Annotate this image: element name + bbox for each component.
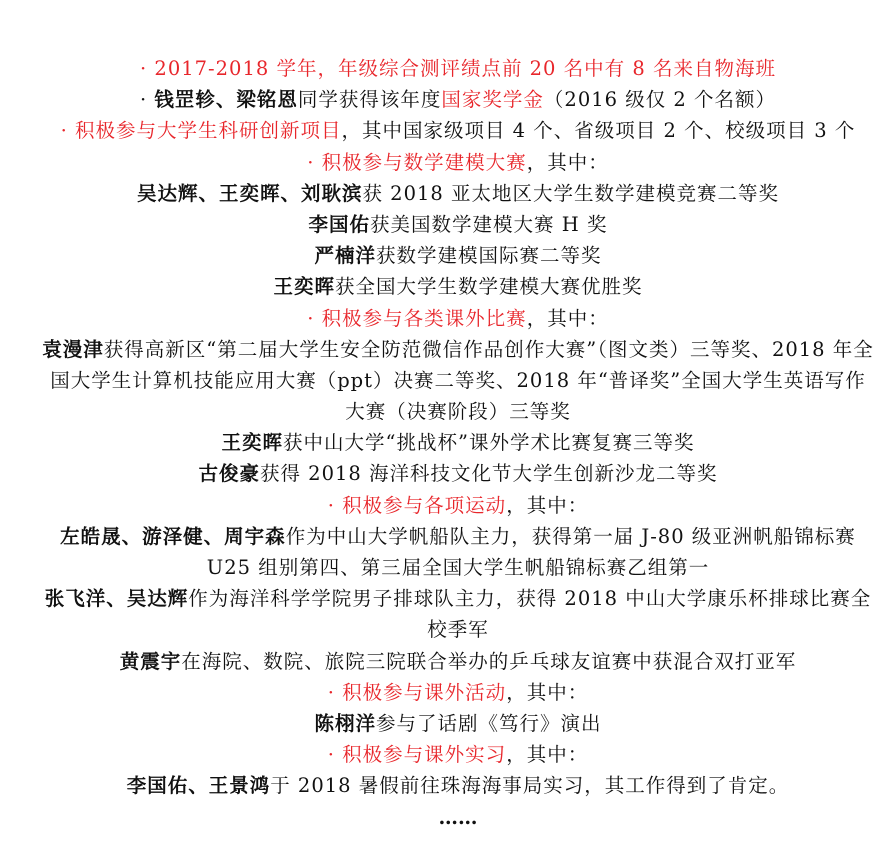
award-detail: 参与了话剧《笃行》演出 (376, 712, 602, 736)
award-names: 黄震宇 (119, 649, 182, 673)
sports-heading-suffix: ，其中： (506, 493, 589, 517)
award-detail: 获得 2018 海洋科技文化节大学生创新沙龙二等奖 (259, 462, 718, 486)
math-modeling-heading: · 积极参与数学建模大赛 (307, 150, 527, 174)
award-paragraph-yuan (40, 334, 876, 428)
award-names: 严楠洋 (314, 244, 376, 268)
scholarship-recipients: 钱罡轸、梁铭恩 (154, 88, 298, 112)
award-paragraph-sailing (40, 521, 876, 583)
sports-heading: · 积极参与各项运动 (327, 493, 507, 517)
award-line-table-tennis (40, 646, 876, 677)
internship-heading-suffix: ，其中： (506, 743, 589, 767)
achievements-document (40, 53, 876, 833)
scholarship-mid-text: 同学获得该年度 (297, 88, 442, 112)
scholarship-award-name: 国家奖学金 (441, 88, 544, 112)
award-line-international (40, 240, 876, 271)
activities-heading-suffix: ，其中： (506, 680, 589, 704)
award-detail: 作为海洋科学学院男子排球队主力，获得 2018 中山大学康乐杯排球比赛全校季军 (188, 587, 872, 642)
award-detail: 获全国大学生数学建模大赛优胜奖 (335, 275, 643, 299)
internship-heading: · 积极参与课外实习 (327, 743, 507, 767)
award-detail: 作为中山大学帆船队主力，获得第一届 J-80 级亚洲帆船锦标赛 U25 组别第四、第三届全国大学生帆船锦标赛乙组第一 (206, 524, 856, 580)
award-names: 李国佑、王景鸿 (126, 774, 271, 798)
sports-heading-line (40, 490, 876, 521)
gpa-ranking-text: · 2017-2018 学年，年级综合测评绩点前 20 名中有 8 名来自物海班 (140, 57, 776, 80)
award-names: 古俊豪 (198, 462, 260, 486)
award-line-apmcm (40, 178, 876, 209)
activities-heading: · 积极参与课外活动 (327, 680, 507, 704)
award-names: 李国佑 (308, 212, 371, 236)
award-detail: 获得高新区“第二届大学生安全防范微信作品创作大赛”（图文类）三等奖、2018 年全国大学生计算机技能应用大赛（ppt）决赛二等奖、2018 年“普译奖”全国大学生英语写作大赛（决赛阶段）三等奖 (50, 337, 874, 424)
award-names: 王奕晖 (221, 431, 284, 455)
award-detail: 获美国数学建模大赛 H 奖 (370, 212, 608, 236)
ellipsis (40, 802, 876, 833)
competitions-heading-line (40, 303, 876, 334)
internship-heading-line (40, 739, 876, 770)
award-line-national-modeling (40, 271, 876, 302)
activity-line-drama (40, 708, 876, 739)
scholarship-quota-note: （2016 级仅 2 个名额） (543, 88, 777, 112)
award-names: 袁漫津 (42, 337, 104, 361)
ellipsis-text: …… (438, 805, 478, 829)
award-names: 左皓晟、游泽健、周宇森 (60, 524, 286, 548)
award-names: 吴达辉、王奕晖、刘耿滨 (136, 181, 363, 205)
research-projects-heading: · 积极参与大学生科研创新项目 (60, 119, 342, 143)
award-line-innovation-salon (40, 458, 876, 489)
competitions-heading: · 积极参与各类课外比赛 (307, 306, 527, 330)
competitions-heading-suffix: ，其中： (526, 306, 609, 330)
activities-heading-line (40, 677, 876, 708)
bullet: · (139, 88, 155, 112)
award-detail: 获数学建模国际赛二等奖 (376, 244, 602, 268)
award-names: 陈栩洋 (314, 712, 376, 736)
award-paragraph-volleyball (40, 583, 876, 645)
math-modeling-heading-line (40, 147, 876, 178)
research-projects-detail: ，其中国家级项目 4 个、省级项目 2 个、校级项目 3 个 (341, 119, 856, 143)
national-scholarship-line (40, 84, 876, 115)
award-detail: 于 2018 暑假前往珠海海事局实习，其工作得到了肯定。 (270, 774, 790, 798)
math-modeling-heading-suffix: ，其中： (526, 150, 609, 174)
award-detail: 在海院、数院、旅院三院联合举办的乒乓球友谊赛中获混合双打亚军 (181, 649, 797, 673)
award-detail: 获中山大学“挑战杯”课外学术比赛复赛三等奖 (283, 431, 695, 455)
award-line-mcm (40, 209, 876, 240)
gpa-ranking-line (40, 53, 876, 84)
internship-line-maritime (40, 770, 876, 801)
research-projects-line (40, 115, 876, 146)
award-detail: 获 2018 亚太地区大学生数学建模竞赛二等奖 (362, 181, 780, 205)
award-line-challenge-cup (40, 427, 876, 458)
award-names: 张飞洋、吴达辉 (44, 587, 189, 611)
award-names: 王奕晖 (273, 275, 335, 299)
